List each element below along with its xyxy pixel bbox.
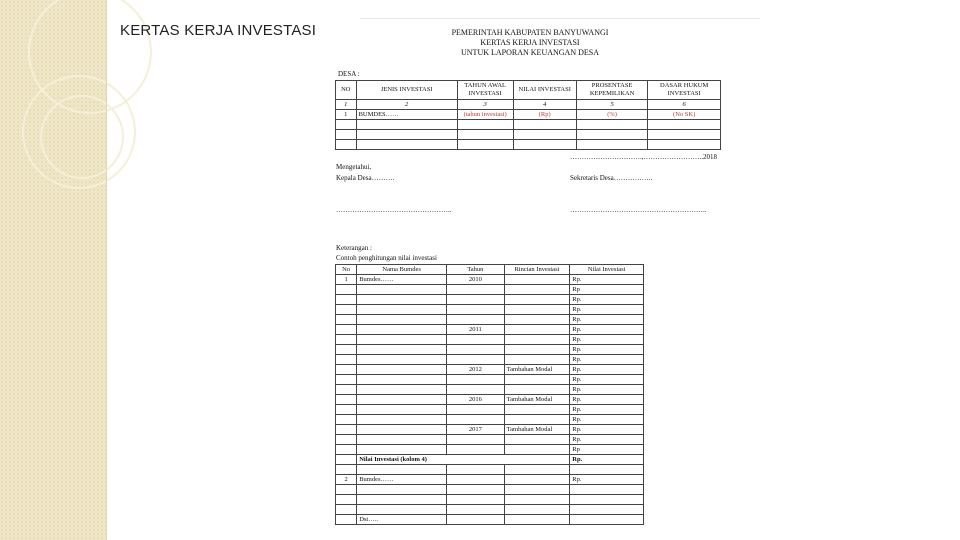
col-header: TAHUN AWAL INVESTASI [457, 81, 513, 100]
table-cell: Rp. [570, 375, 644, 385]
table-cell: 1 [336, 275, 357, 285]
desa-label: DESA : [338, 70, 360, 78]
table-row [336, 405, 644, 415]
table-cell: Rp. [570, 295, 644, 305]
document-header [430, 28, 630, 58]
table-cell: (No SK) [648, 110, 721, 120]
keterangan-label: Keterangan : [336, 244, 372, 252]
sekretaris-desa-label: Sekretaris Desa…………….. [570, 174, 653, 182]
table-row [336, 505, 644, 515]
table-row [336, 275, 644, 285]
document-top-line [360, 18, 760, 19]
table-row [336, 395, 644, 405]
col-header: DASAR HUKUM INVESTASI [648, 81, 721, 100]
table-cell: Tambahan Modal [504, 395, 570, 405]
table-cell: 6 [648, 100, 721, 110]
col-header: Rincian Investasi [504, 265, 570, 275]
table-cell: Rp. [570, 345, 644, 355]
table-row [336, 475, 644, 485]
table-row [336, 315, 644, 325]
table-row [336, 120, 721, 130]
decorative-sidebar [0, 0, 106, 540]
table-row [336, 425, 644, 435]
table-cell: (%) [576, 110, 648, 120]
mengetahui-label: Mengetahui, [336, 163, 372, 171]
col-header: Nama Bumdes [357, 265, 447, 275]
table-cell: 2016 [447, 395, 505, 405]
table-cell: (Rp) [513, 110, 576, 120]
table-cell: Rp. [570, 305, 644, 315]
table-row [336, 140, 721, 150]
table-cell: Rp. [570, 425, 644, 435]
table-row [336, 345, 644, 355]
table-cell: 3 [457, 100, 513, 110]
header-line-3: UNTUK LAPORAN KEUANGAN DESA [461, 48, 599, 57]
sign-date: ………………………….,……………………..2018 [570, 153, 717, 161]
investment-table [335, 80, 721, 150]
table-row [336, 445, 644, 455]
col-header: NILAI INVESTASI [513, 81, 576, 100]
table-row [336, 305, 644, 315]
table-header-row [336, 81, 721, 100]
table-cell: 2 [336, 475, 357, 485]
table-row [336, 415, 644, 425]
table-row [336, 130, 721, 140]
table-row [336, 325, 644, 335]
table-header-row [336, 265, 644, 275]
signature-line-right: ………………………………………………….. [570, 206, 707, 214]
table-cell: 1 [336, 110, 357, 120]
table-row [336, 495, 644, 505]
table-row [336, 385, 644, 395]
table-row [336, 485, 644, 495]
table-cell: 4 [513, 100, 576, 110]
slide-title: KERTAS KERJA INVESTASI [120, 22, 317, 39]
col-header: JENIS INVESTASI [356, 81, 457, 100]
example-calculation-table [335, 264, 644, 525]
col-header: Tahun [447, 265, 505, 275]
table-row [336, 435, 644, 445]
sidebar-divider [106, 0, 107, 540]
table-cell: Rp. [570, 275, 644, 285]
table-cell: Rp. [570, 475, 644, 485]
table-row [336, 375, 644, 385]
swirl-decoration [40, 95, 124, 179]
table-cell: 5 [576, 100, 648, 110]
table-cell: Rp. [570, 385, 644, 395]
table-cell: 2017 [447, 425, 505, 435]
table-cell: Rp. [570, 395, 644, 405]
table-cell: (tahun investasi) [457, 110, 513, 120]
col-header: NO [336, 81, 357, 100]
table-row [336, 335, 644, 345]
total-value: Rp. [570, 455, 644, 465]
table-cell: Rp. [570, 315, 644, 325]
kepala-desa-label: Kepala Desa………. [336, 174, 395, 182]
table-cell: 2010 [447, 275, 505, 285]
table-cell: Rp. [570, 415, 644, 425]
table-cell: Rp [570, 445, 644, 455]
table-cell: Rp. [570, 405, 644, 415]
table-cell: 2012 [447, 365, 505, 375]
table-row [336, 365, 644, 375]
table-cell: 2 [356, 100, 457, 110]
table-cell: Dst….. [357, 515, 447, 525]
table-row [336, 110, 721, 120]
table-cell: 2011 [447, 325, 505, 335]
col-header: PROSENTASE KEPEMILIKAN [576, 81, 648, 100]
table-cell: Rp. [570, 365, 644, 375]
table-cell: Rp. [570, 325, 644, 335]
table-cell: 1 [336, 100, 357, 110]
header-line-1: PEMERINTAH KABUPATEN BANYUWANGI [451, 28, 609, 37]
table-row [336, 465, 644, 475]
column-number-row [336, 100, 721, 110]
table-row [336, 455, 644, 465]
signature-line-left: ………………………………………….. [336, 206, 452, 214]
contoh-label: Contoh penghitungan nilai investasi [336, 254, 437, 262]
table-cell: Bumdes…… [357, 475, 447, 485]
table-cell: Rp. [570, 335, 644, 345]
total-label: Nilai Investasi (kolom 4) [357, 455, 570, 465]
table-cell: Rp [570, 285, 644, 295]
table-row [336, 295, 644, 305]
col-header: No [336, 265, 357, 275]
table-cell: BUMDES…… [356, 110, 457, 120]
header-line-2: KERTAS KERJA INVESTASI [480, 38, 580, 47]
table-cell: Rp. [570, 355, 644, 365]
table-row [336, 285, 644, 295]
table-cell: Tambahan Modal [504, 425, 570, 435]
table-cell: Bumdes…… [357, 275, 447, 285]
col-header: Nilai Investasi [570, 265, 644, 275]
table-row [336, 515, 644, 525]
table-cell: Rp. [570, 435, 644, 445]
table-cell: Tambahan Modal [504, 365, 570, 375]
table-row [336, 355, 644, 365]
